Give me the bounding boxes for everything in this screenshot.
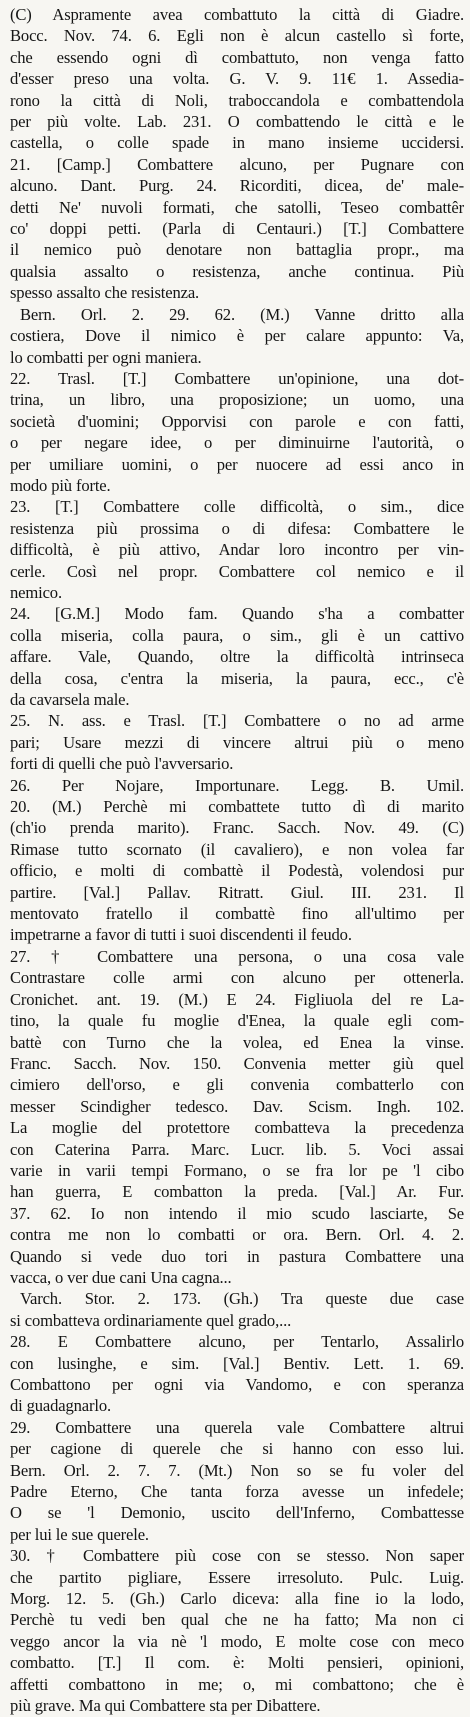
text-line: veggo ancor la via nè 'l modo, E molte cose con meco [10, 1631, 464, 1651]
text-line: combatto. [T.] Il com. è: Molti pensieri, opinioni, [10, 1653, 464, 1673]
text-line: per cagione di querele che si hanno con esso lui. [10, 1439, 464, 1459]
text-line: costiera, Dove il nimico è per calare appunto: Va, [10, 326, 464, 346]
text-line: 24. [G.M.] Modo fam. Quando s'ha a combatter [10, 604, 464, 624]
text-line: trina, un libro, una proposizione; un uomo, una [10, 390, 464, 410]
text-line: della cosa, c'entra la miseria, la paura, ecc., c'è [10, 668, 464, 688]
text-line: Cronichet. ant. 19. (M.) E 24. Figliuola del re La- [10, 989, 464, 1009]
text-line: qualsia assalto o resistenza, anche continua. Più [10, 261, 464, 281]
text-line: Bern. Orl. 2. 7. 7. (Mt.) Non so se fu voler del [10, 1460, 464, 1480]
text-line: (ch'io prenda marito). Franc. Sacch. Nov. 49. (C) [10, 818, 464, 838]
text-line: 37. 62. Io non intendo il mio scudo lasciarte, Se [10, 1203, 464, 1223]
text-line: Franc. Sacch. Nov. 150. Convenia metter giù quel [10, 1053, 464, 1073]
text-line: Varch. Stor. 2. 173. (Gh.) Tra queste due case [20, 1289, 464, 1309]
text-line: per lui le sue querele. [10, 1524, 149, 1544]
text-line: Contrastare colle armi con alcuno per ottenerla. [10, 968, 464, 988]
text-line: mentovato fratello il combattè fino all'ultimo per [10, 904, 464, 924]
text-line: che partito pigliare, Essere irresoluto. Pulc. Luig. [10, 1567, 464, 1587]
text-line: affetti combattono in me; o, mi combattono; che è [10, 1674, 464, 1694]
text-line: colla miseria, colla paura, o sim., gli è un cattivo [10, 625, 464, 645]
text-line: messer Scindigher tedesco. Dav. Scism. Ingh. 102. [10, 1096, 464, 1116]
text-line: pari; Usare mezzi di vincere altrui più o meno [10, 732, 464, 752]
text-line: affare. Vale, Quando, oltre la difficoltà intrinseca [10, 647, 464, 667]
text-line: resistenza più prossima o di difesa: Combattere le [10, 518, 464, 538]
text-line: Rimase tutto scornato (il cavaliero), e non volea far [10, 839, 464, 859]
text-line: contra me non lo combatti or ora. Bern. Orl. 4. 2. [10, 1225, 464, 1245]
text-line: 21. [Camp.] Combattere alcuno, per Pugnare con [10, 154, 464, 174]
text-line: Bocc. Nov. 74. 6. Egli non è alcun castello sì forte, [10, 26, 464, 46]
text-line: partire. [Val.] Pallav. Ritratt. Giul. III. 231. Il [10, 882, 464, 902]
text-line: difficoltà, è più attivo, Andar loro incontro per vin- [10, 540, 464, 560]
text-line: lo combatti per ogni maniera. [10, 347, 202, 367]
text-line: o per negare idee, o per diminuirne l'autorità, o [10, 433, 464, 453]
text-line: nemico. [10, 582, 62, 602]
text-line: co' doppi petti. (Parla di Centauri.) [T.] Combattere [10, 219, 464, 239]
text-line: rono la città di Noli, traboccandola e combattendola [10, 90, 464, 110]
text-line: con Caterina Parra. Marc. Lucr. lib. 5. Voci assai [10, 1139, 464, 1159]
text-line: officio, e molti di combattè il Podestà, volendosi pur [10, 861, 464, 881]
text-line: 28. E Combattere alcuno, per Tentarlo, Assalirlo [10, 1332, 464, 1352]
text-line: 22. Trasl. [T.] Combattere un'opinione, una dot- [10, 368, 464, 388]
text-line: La moglie del protettore combatteva la precedenza [10, 1118, 464, 1138]
text-line: cimiero dell'orso, e gli convenia combatterlo con [10, 1075, 464, 1095]
text-line: Morg. 12. 5. (Gh.) Carlo diceva: alla fine io la lodo, [10, 1589, 464, 1609]
text-line: per umiliare uomini, o per nuocere ad essi anco in [10, 454, 464, 474]
text-line: si combatteva ordinariamente quel grado,... [10, 1310, 292, 1330]
text-line: d'esser preso una volta. G. V. 9. 11€ 1. Assedia- [10, 69, 464, 89]
text-line: con lusinghe, e sim. [Val.] Bentiv. Lett. 1. 69. [10, 1353, 464, 1373]
text-line: 27. † Combattere una persona, o una cosa vale [10, 946, 464, 966]
text-line: alcuno. Dant. Purg. 24. Ricorditi, dicea, de' male- [10, 176, 464, 196]
text-line: battè con Turno che la volea, ed Enea la vinse. [10, 1032, 464, 1052]
text-line: impetrarne a favor di tutti i suoi discendenti il feudo. [10, 925, 352, 945]
text-line: (C) Aspramente avea combattuto la città di Giadre. [10, 5, 464, 24]
text-line: modo più forte. [10, 475, 111, 495]
text-line: forti di quelli che può l'avversario. [10, 754, 234, 774]
text-line: O se 'l Demonio, uscito dell'Inferno, Combattesse [10, 1503, 464, 1523]
text-line: più grave. Ma qui Combattere sta per Dibattere. [10, 1696, 321, 1716]
text-line: da cavarsela male. [10, 690, 130, 709]
text-line: 25. N. ass. e Trasl. [T.] Combattere o no ad arme [10, 711, 464, 731]
text-line: varie in varii tempi Formano, o se fra lor pe 'l cibo [10, 1160, 464, 1180]
text-line: il nemico può denotare non battaglia propr., ma [10, 240, 464, 260]
text-line: Combattono per ogni via Vandomo, e con speranza [10, 1375, 464, 1394]
text-line: Bern. Orl. 2. 29. 62. (M.) Vanne dritto alla [20, 304, 464, 324]
text-line: di guadagnarlo. [10, 1396, 111, 1416]
text-line: che essendo ogni dì combattuto, non venga fatto [10, 47, 464, 67]
text-line: società d'uomini; Opporvisi con parole e con fatti, [10, 411, 464, 431]
text-line: cerle. Così nel propr. Combattere col nemico e il [10, 561, 464, 581]
text-line: 20. (M.) Perchè mi combattete tutto dì di marito [10, 797, 464, 817]
text-line: Perchè tu vedi ben qual che ne ha fatto; Ma non ci [10, 1610, 464, 1630]
text-line: 29. Combattere una querela vale Combattere altrui [10, 1417, 464, 1437]
text-line: detti Ne' nuvoli formati, che satolli, Teseo combattêr [10, 197, 464, 217]
text-line: Padre Eterno, Che tanta forza avesse un infedele; [10, 1482, 464, 1502]
text-line: per più volte. Lab. 231. O combattendo le città e le [10, 112, 464, 132]
text-line: 26. Per Nojare, Importunare. Legg. B. Umil. [10, 775, 464, 795]
text-line: 30. † Combattere più cose con se stesso. Non saper [10, 1546, 464, 1566]
text-line: Quando si vede duo tori in pastura Combattere una [10, 1246, 464, 1266]
text-line: 23. [T.] Combattere colle difficoltà, o sim., dice [10, 497, 464, 517]
text-line: tino, la quale fu moglie d'Enea, la quale egli com- [10, 1011, 464, 1031]
text-line: vacca, o ver due cani Una cagna... [10, 1267, 232, 1287]
text-line: han guerra, E combatton la preda. [Val.] Ar. Fur. [10, 1182, 464, 1202]
text-line: castella, o colle spade in mano insieme uccidersi. [10, 133, 464, 153]
dictionary-text-column [10, 4, 464, 1717]
text-line: spesso assalto che resistenza. [10, 283, 200, 303]
